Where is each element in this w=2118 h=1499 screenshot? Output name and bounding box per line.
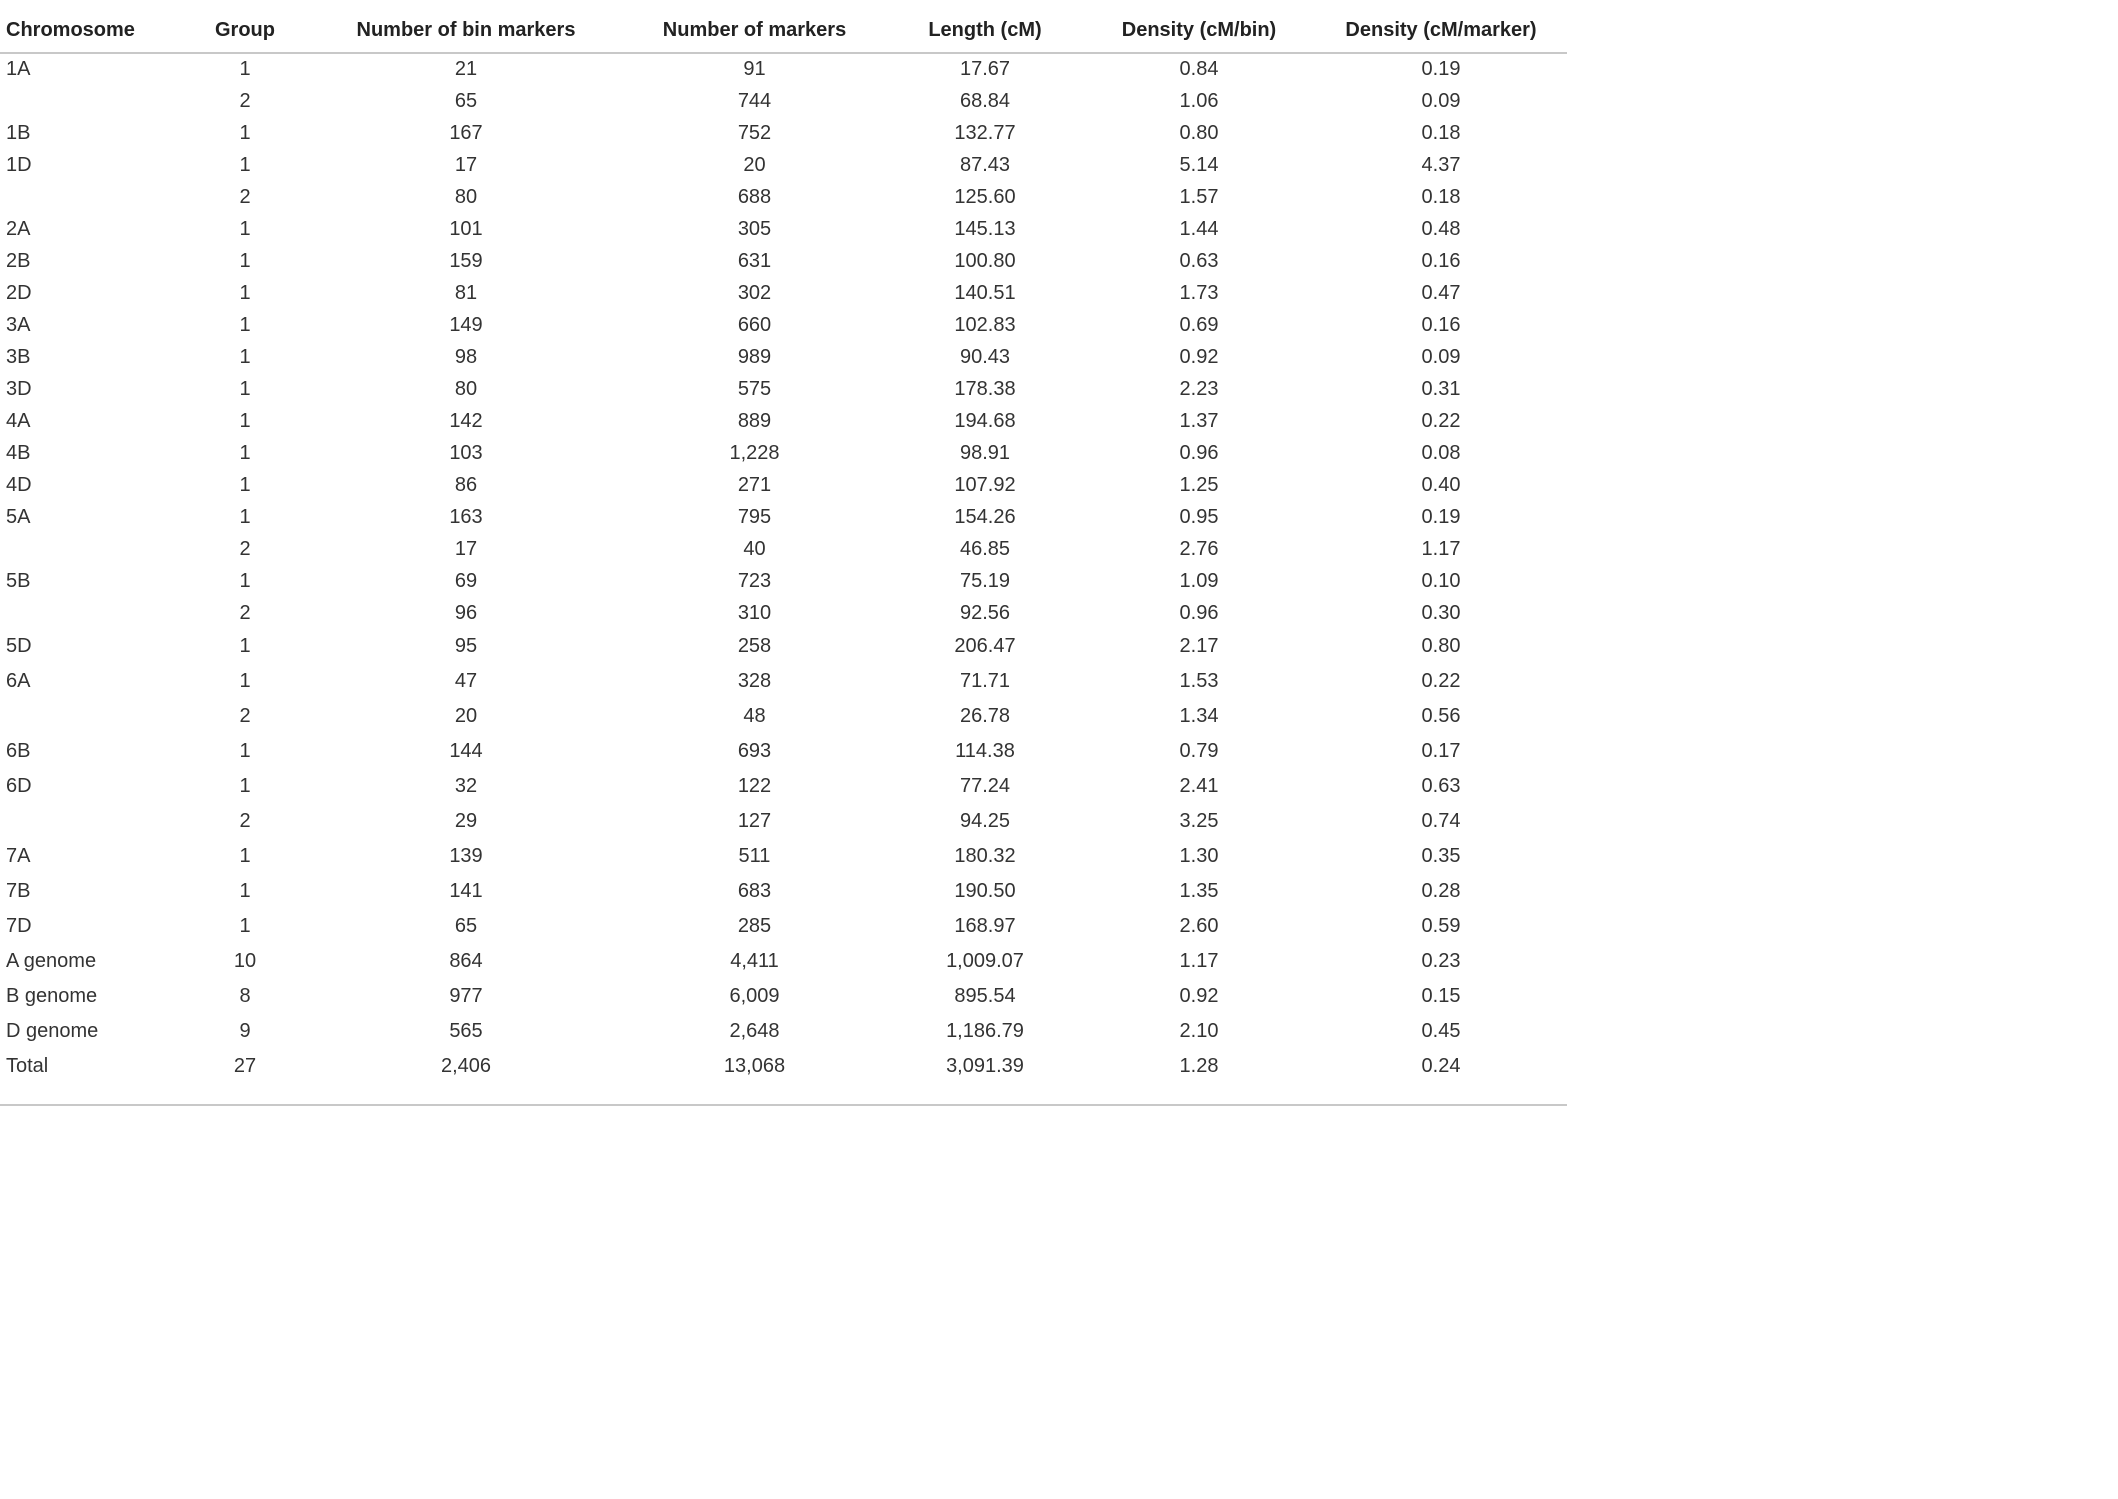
cell-density-marker: 0.40: [1421, 473, 1461, 496]
cell-length: 90.43: [959, 345, 1011, 368]
cell-bin-markers: 141: [449, 880, 483, 902]
cell-group: 1: [239, 505, 251, 528]
header-chromosome: Chromosome: [0, 8, 180, 53]
cell-bin-markers: 142: [449, 409, 483, 432]
cell-bin-markers: 565: [449, 1020, 483, 1042]
cell-chromosome: [0, 533, 180, 565]
cell-density-marker: 0.30: [1421, 601, 1461, 624]
cell-density-bin: 0.95: [1179, 505, 1219, 528]
cell-density-marker: 0.48: [1421, 217, 1461, 240]
cell-density-bin: 1.53: [1179, 670, 1219, 692]
table-row: [0, 85, 1567, 117]
table-row: [0, 53, 1567, 85]
cell-chromosome: [0, 181, 180, 213]
table-row: [0, 979, 1567, 1014]
cell-density-marker: 0.28: [1421, 880, 1461, 902]
cell-density-marker: 0.80: [1421, 635, 1461, 657]
cell-markers: 660: [737, 313, 772, 336]
table-row: [0, 909, 1567, 944]
header-bin-markers: Number of bin markers: [310, 8, 622, 53]
cell-group: 1: [239, 249, 251, 272]
cell-density-bin: 1.37: [1179, 409, 1219, 432]
cell-group: 2: [239, 601, 251, 624]
table-row: [0, 533, 1567, 565]
table-row: [0, 437, 1567, 469]
cell-markers: 889: [737, 409, 772, 432]
table-row: [0, 1049, 1567, 1084]
cell-density-bin: 0.79: [1179, 740, 1219, 762]
cell-density-marker: 0.15: [1421, 985, 1461, 1007]
bottom-rule: [0, 1104, 1567, 1106]
cell-markers: 305: [737, 217, 772, 240]
table-row: [0, 405, 1567, 437]
cell-markers: 1,228: [729, 441, 780, 464]
chromosome-marker-table: [0, 8, 1567, 1084]
cell-length: 100.80: [954, 249, 1016, 272]
cell-chromosome: 2B: [6, 249, 31, 272]
header-density-marker: Density (cM/marker): [1315, 8, 1567, 53]
cell-bin-markers: 167: [449, 121, 483, 144]
cell-chromosome: 6D: [6, 775, 32, 797]
table-row: [0, 944, 1567, 979]
cell-group: 2: [239, 185, 251, 208]
cell-density-marker: 0.19: [1421, 505, 1461, 528]
cell-density-bin: 1.25: [1179, 473, 1219, 496]
cell-density-bin: 0.84: [1179, 58, 1219, 80]
cell-length: 114.38: [955, 740, 1015, 762]
cell-group: 2: [239, 89, 251, 112]
cell-density-bin: 0.63: [1179, 249, 1219, 272]
cell-density-bin: 0.96: [1179, 441, 1219, 464]
cell-length: 194.68: [954, 409, 1016, 432]
cell-markers: 20: [743, 153, 766, 176]
cell-chromosome: 1A: [6, 58, 31, 80]
cell-group: 1: [239, 281, 251, 304]
cell-length: 1,186.79: [946, 1020, 1024, 1042]
cell-group: 1: [239, 58, 251, 80]
cell-chromosome: 5B: [6, 569, 31, 592]
cell-density-marker: 0.22: [1421, 409, 1461, 432]
cell-group: 1: [239, 670, 251, 692]
table-row: [0, 874, 1567, 909]
cell-markers: 693: [737, 740, 772, 762]
cell-chromosome: 7A: [6, 845, 31, 867]
cell-density-marker: 0.47: [1421, 281, 1461, 304]
cell-density-marker: 0.17: [1421, 740, 1461, 762]
cell-density-marker: 0.22: [1421, 670, 1461, 692]
cell-density-marker: 0.35: [1421, 845, 1461, 867]
cell-group: 9: [239, 1020, 251, 1042]
cell-group: 1: [239, 880, 251, 902]
cell-markers: 40: [743, 537, 766, 560]
cell-density-bin: 0.80: [1179, 121, 1219, 144]
cell-group: 1: [239, 441, 251, 464]
table-row: [0, 277, 1567, 309]
cell-markers: 302: [737, 281, 772, 304]
cell-bin-markers: 159: [449, 249, 483, 272]
cell-chromosome: 7D: [6, 915, 32, 937]
cell-bin-markers: 17: [454, 153, 478, 176]
cell-chromosome: 4A: [6, 409, 31, 432]
table-row: [0, 149, 1567, 181]
cell-length: 92.56: [959, 601, 1011, 624]
cell-markers: 127: [737, 810, 772, 832]
table-row: [0, 501, 1567, 533]
cell-bin-markers: 144: [449, 740, 483, 762]
cell-markers: 683: [737, 880, 772, 902]
cell-bin-markers: 80: [454, 185, 478, 208]
cell-chromosome: [0, 699, 180, 734]
cell-length: 168.97: [954, 915, 1016, 937]
cell-bin-markers: 47: [454, 670, 478, 692]
cell-density-marker: 0.16: [1421, 249, 1461, 272]
cell-markers: 13,068: [723, 1055, 786, 1077]
cell-density-bin: 0.92: [1179, 985, 1219, 1007]
cell-chromosome: 6B: [6, 740, 31, 762]
cell-chromosome: 2A: [6, 217, 31, 240]
cell-length: 140.51: [954, 281, 1016, 304]
cell-length: 125.60: [954, 185, 1016, 208]
cell-density-bin: 1.34: [1179, 705, 1219, 727]
cell-density-bin: 3.25: [1179, 810, 1219, 832]
cell-bin-markers: 149: [449, 313, 483, 336]
cell-markers: 2,648: [729, 1020, 780, 1042]
cell-chromosome: [0, 85, 180, 117]
cell-density-bin: 1.06: [1179, 89, 1219, 112]
cell-bin-markers: 977: [449, 985, 483, 1007]
table-row: [0, 341, 1567, 373]
header-density-bin: Density (cM/bin): [1083, 8, 1315, 53]
cell-length: 102.83: [954, 313, 1016, 336]
cell-density-marker: 0.24: [1421, 1055, 1461, 1077]
cell-group: 2: [239, 810, 251, 832]
cell-group: 1: [239, 313, 251, 336]
cell-length: 17.67: [959, 58, 1011, 80]
cell-length: 94.25: [959, 810, 1011, 832]
cell-markers: 328: [737, 670, 772, 692]
cell-length: 895.54: [954, 985, 1016, 1007]
table-row: [0, 804, 1567, 839]
cell-group: 1: [239, 121, 251, 144]
cell-markers: 122: [737, 775, 772, 797]
cell-bin-markers: 2,406: [440, 1055, 492, 1077]
cell-group: 1: [239, 377, 251, 400]
cell-chromosome: D genome: [6, 1020, 99, 1042]
cell-density-bin: 5.14: [1179, 153, 1219, 176]
cell-density-bin: 1.35: [1179, 880, 1219, 902]
cell-markers: 271: [737, 473, 772, 496]
cell-markers: 285: [737, 915, 772, 937]
cell-density-marker: 0.18: [1421, 121, 1461, 144]
cell-length: 87.43: [959, 153, 1011, 176]
cell-chromosome: A genome: [6, 950, 97, 972]
cell-bin-markers: 65: [454, 915, 478, 937]
cell-bin-markers: 86: [454, 473, 478, 496]
cell-bin-markers: 17: [454, 537, 478, 560]
cell-density-marker: 0.16: [1421, 313, 1461, 336]
cell-bin-markers: 139: [449, 845, 483, 867]
cell-density-marker: 0.45: [1421, 1020, 1461, 1042]
header-group: Group: [180, 8, 310, 53]
cell-bin-markers: 163: [449, 505, 483, 528]
cell-group: 2: [239, 705, 251, 727]
cell-density-marker: 0.09: [1421, 89, 1461, 112]
cell-group: 1: [239, 409, 251, 432]
cell-group: 27: [233, 1055, 257, 1077]
cell-density-bin: 1.73: [1179, 281, 1219, 304]
cell-group: 1: [239, 845, 251, 867]
cell-density-marker: 4.37: [1421, 153, 1461, 176]
cell-length: 107.92: [954, 473, 1016, 496]
cell-bin-markers: 65: [454, 89, 478, 112]
header-markers: Number of markers: [622, 8, 887, 53]
cell-markers: 631: [737, 249, 772, 272]
cell-density-bin: 1.28: [1179, 1055, 1219, 1077]
cell-density-marker: 0.59: [1421, 915, 1461, 937]
cell-chromosome: 2D: [6, 281, 32, 304]
cell-density-marker: 0.63: [1421, 775, 1461, 797]
cell-chromosome: [0, 597, 180, 629]
cell-density-marker: 0.09: [1421, 345, 1461, 368]
cell-group: 8: [239, 985, 251, 1007]
cell-density-marker: 0.19: [1421, 58, 1461, 80]
cell-length: 206.47: [954, 635, 1016, 657]
cell-length: 77.24: [959, 775, 1011, 797]
table-body: [0, 53, 1567, 1084]
table-row: [0, 565, 1567, 597]
cell-markers: 575: [737, 377, 772, 400]
table-row: [0, 213, 1567, 245]
cell-bin-markers: 101: [449, 217, 483, 240]
cell-density-marker: 0.23: [1421, 950, 1461, 972]
cell-density-marker: 0.18: [1421, 185, 1461, 208]
header-row: [0, 8, 1567, 53]
cell-chromosome: 5A: [6, 505, 31, 528]
header-length: Length (cM): [887, 8, 1083, 53]
cell-length: 46.85: [959, 537, 1011, 560]
cell-density-bin: 2.23: [1179, 377, 1219, 400]
cell-length: 68.84: [959, 89, 1011, 112]
cell-density-marker: 0.10: [1421, 569, 1461, 592]
cell-length: 98.91: [959, 441, 1011, 464]
table-row: [0, 245, 1567, 277]
cell-bin-markers: 80: [454, 377, 478, 400]
cell-chromosome: 6A: [6, 670, 31, 692]
cell-chromosome: 1D: [6, 153, 32, 176]
cell-density-bin: 0.92: [1179, 345, 1219, 368]
cell-density-bin: 1.57: [1179, 185, 1219, 208]
table-row: [0, 309, 1567, 341]
cell-density-marker: 0.31: [1421, 377, 1461, 400]
cell-chromosome: Total: [6, 1055, 49, 1077]
cell-markers: 744: [737, 89, 772, 112]
table-row: [0, 181, 1567, 213]
cell-bin-markers: 95: [454, 635, 478, 657]
cell-density-bin: 2.10: [1179, 1020, 1219, 1042]
cell-group: 1: [239, 569, 251, 592]
cell-density-bin: 0.96: [1179, 601, 1219, 624]
cell-group: 2: [239, 537, 251, 560]
cell-bin-markers: 20: [454, 705, 478, 727]
cell-bin-markers: 103: [449, 441, 483, 464]
table-row: [0, 734, 1567, 769]
cell-density-marker: 0.56: [1421, 705, 1461, 727]
cell-length: 145.13: [954, 217, 1016, 240]
cell-markers: 795: [737, 505, 772, 528]
cell-bin-markers: 32: [454, 775, 478, 797]
table-header: [0, 8, 1567, 53]
cell-length: 3,091.39: [946, 1055, 1024, 1077]
cell-bin-markers: 69: [454, 569, 478, 592]
cell-density-bin: 2.60: [1179, 915, 1219, 937]
cell-length: 132.77: [954, 121, 1016, 144]
table-row: [0, 373, 1567, 405]
cell-length: 178.38: [954, 377, 1016, 400]
cell-bin-markers: 864: [449, 950, 483, 972]
cell-bin-markers: 81: [454, 281, 478, 304]
cell-density-marker: 0.08: [1421, 441, 1461, 464]
cell-density-marker: 0.74: [1421, 810, 1461, 832]
cell-markers: 511: [738, 845, 771, 867]
cell-chromosome: 4D: [6, 473, 32, 496]
cell-density-bin: 2.76: [1179, 537, 1219, 560]
cell-markers: 989: [737, 345, 772, 368]
cell-group: 1: [239, 740, 251, 762]
cell-density-bin: 1.44: [1179, 217, 1219, 240]
cell-bin-markers: 21: [454, 58, 478, 80]
cell-density-bin: 2.17: [1179, 635, 1219, 657]
cell-group: 1: [239, 635, 251, 657]
cell-density-bin: 2.41: [1179, 775, 1219, 797]
cell-group: 1: [239, 775, 251, 797]
cell-markers: 91: [743, 58, 766, 80]
cell-group: 10: [233, 950, 257, 972]
cell-markers: 48: [743, 705, 766, 727]
cell-density-bin: 1.30: [1179, 845, 1219, 867]
cell-markers: 310: [737, 601, 772, 624]
cell-density-bin: 1.17: [1179, 950, 1219, 972]
cell-chromosome: 5D: [6, 635, 32, 657]
cell-markers: 258: [737, 635, 772, 657]
cell-length: 71.71: [959, 670, 1011, 692]
cell-markers: 723: [737, 569, 772, 592]
cell-group: 1: [239, 217, 251, 240]
table-row: [0, 629, 1567, 664]
cell-group: 1: [239, 153, 251, 176]
table-row: [0, 664, 1567, 699]
cell-length: 154.26: [954, 505, 1016, 528]
cell-length: 75.19: [959, 569, 1011, 592]
cell-chromosome: 3B: [6, 345, 31, 368]
cell-length: 1,009.07: [946, 950, 1024, 972]
cell-bin-markers: 29: [454, 810, 478, 832]
cell-chromosome: 3A: [6, 313, 31, 336]
table-row: [0, 839, 1567, 874]
cell-group: 1: [239, 915, 251, 937]
cell-group: 1: [239, 473, 251, 496]
cell-chromosome: B genome: [6, 985, 98, 1007]
cell-bin-markers: 98: [454, 345, 478, 368]
cell-markers: 6,009: [729, 985, 780, 1007]
cell-markers: 4,411: [730, 950, 779, 972]
cell-chromosome: 1B: [6, 121, 31, 144]
cell-length: 190.50: [954, 880, 1016, 902]
table-row: [0, 597, 1567, 629]
cell-markers: 688: [737, 185, 772, 208]
table-row: [0, 769, 1567, 804]
table-row: [0, 469, 1567, 501]
cell-density-bin: 1.09: [1179, 569, 1219, 592]
table-row: [0, 1014, 1567, 1049]
cell-bin-markers: 96: [454, 601, 478, 624]
cell-chromosome: [0, 804, 180, 839]
cell-chromosome: 7B: [6, 880, 31, 902]
cell-group: 1: [239, 345, 251, 368]
table-row: [0, 699, 1567, 734]
cell-chromosome: 3D: [6, 377, 32, 400]
cell-density-marker: 1.17: [1421, 537, 1461, 560]
table-row: [0, 117, 1567, 149]
cell-chromosome: 4B: [6, 441, 31, 464]
cell-density-bin: 0.69: [1179, 313, 1219, 336]
cell-length: 180.32: [954, 845, 1016, 867]
cell-length: 26.78: [959, 705, 1011, 727]
cell-markers: 752: [737, 121, 772, 144]
